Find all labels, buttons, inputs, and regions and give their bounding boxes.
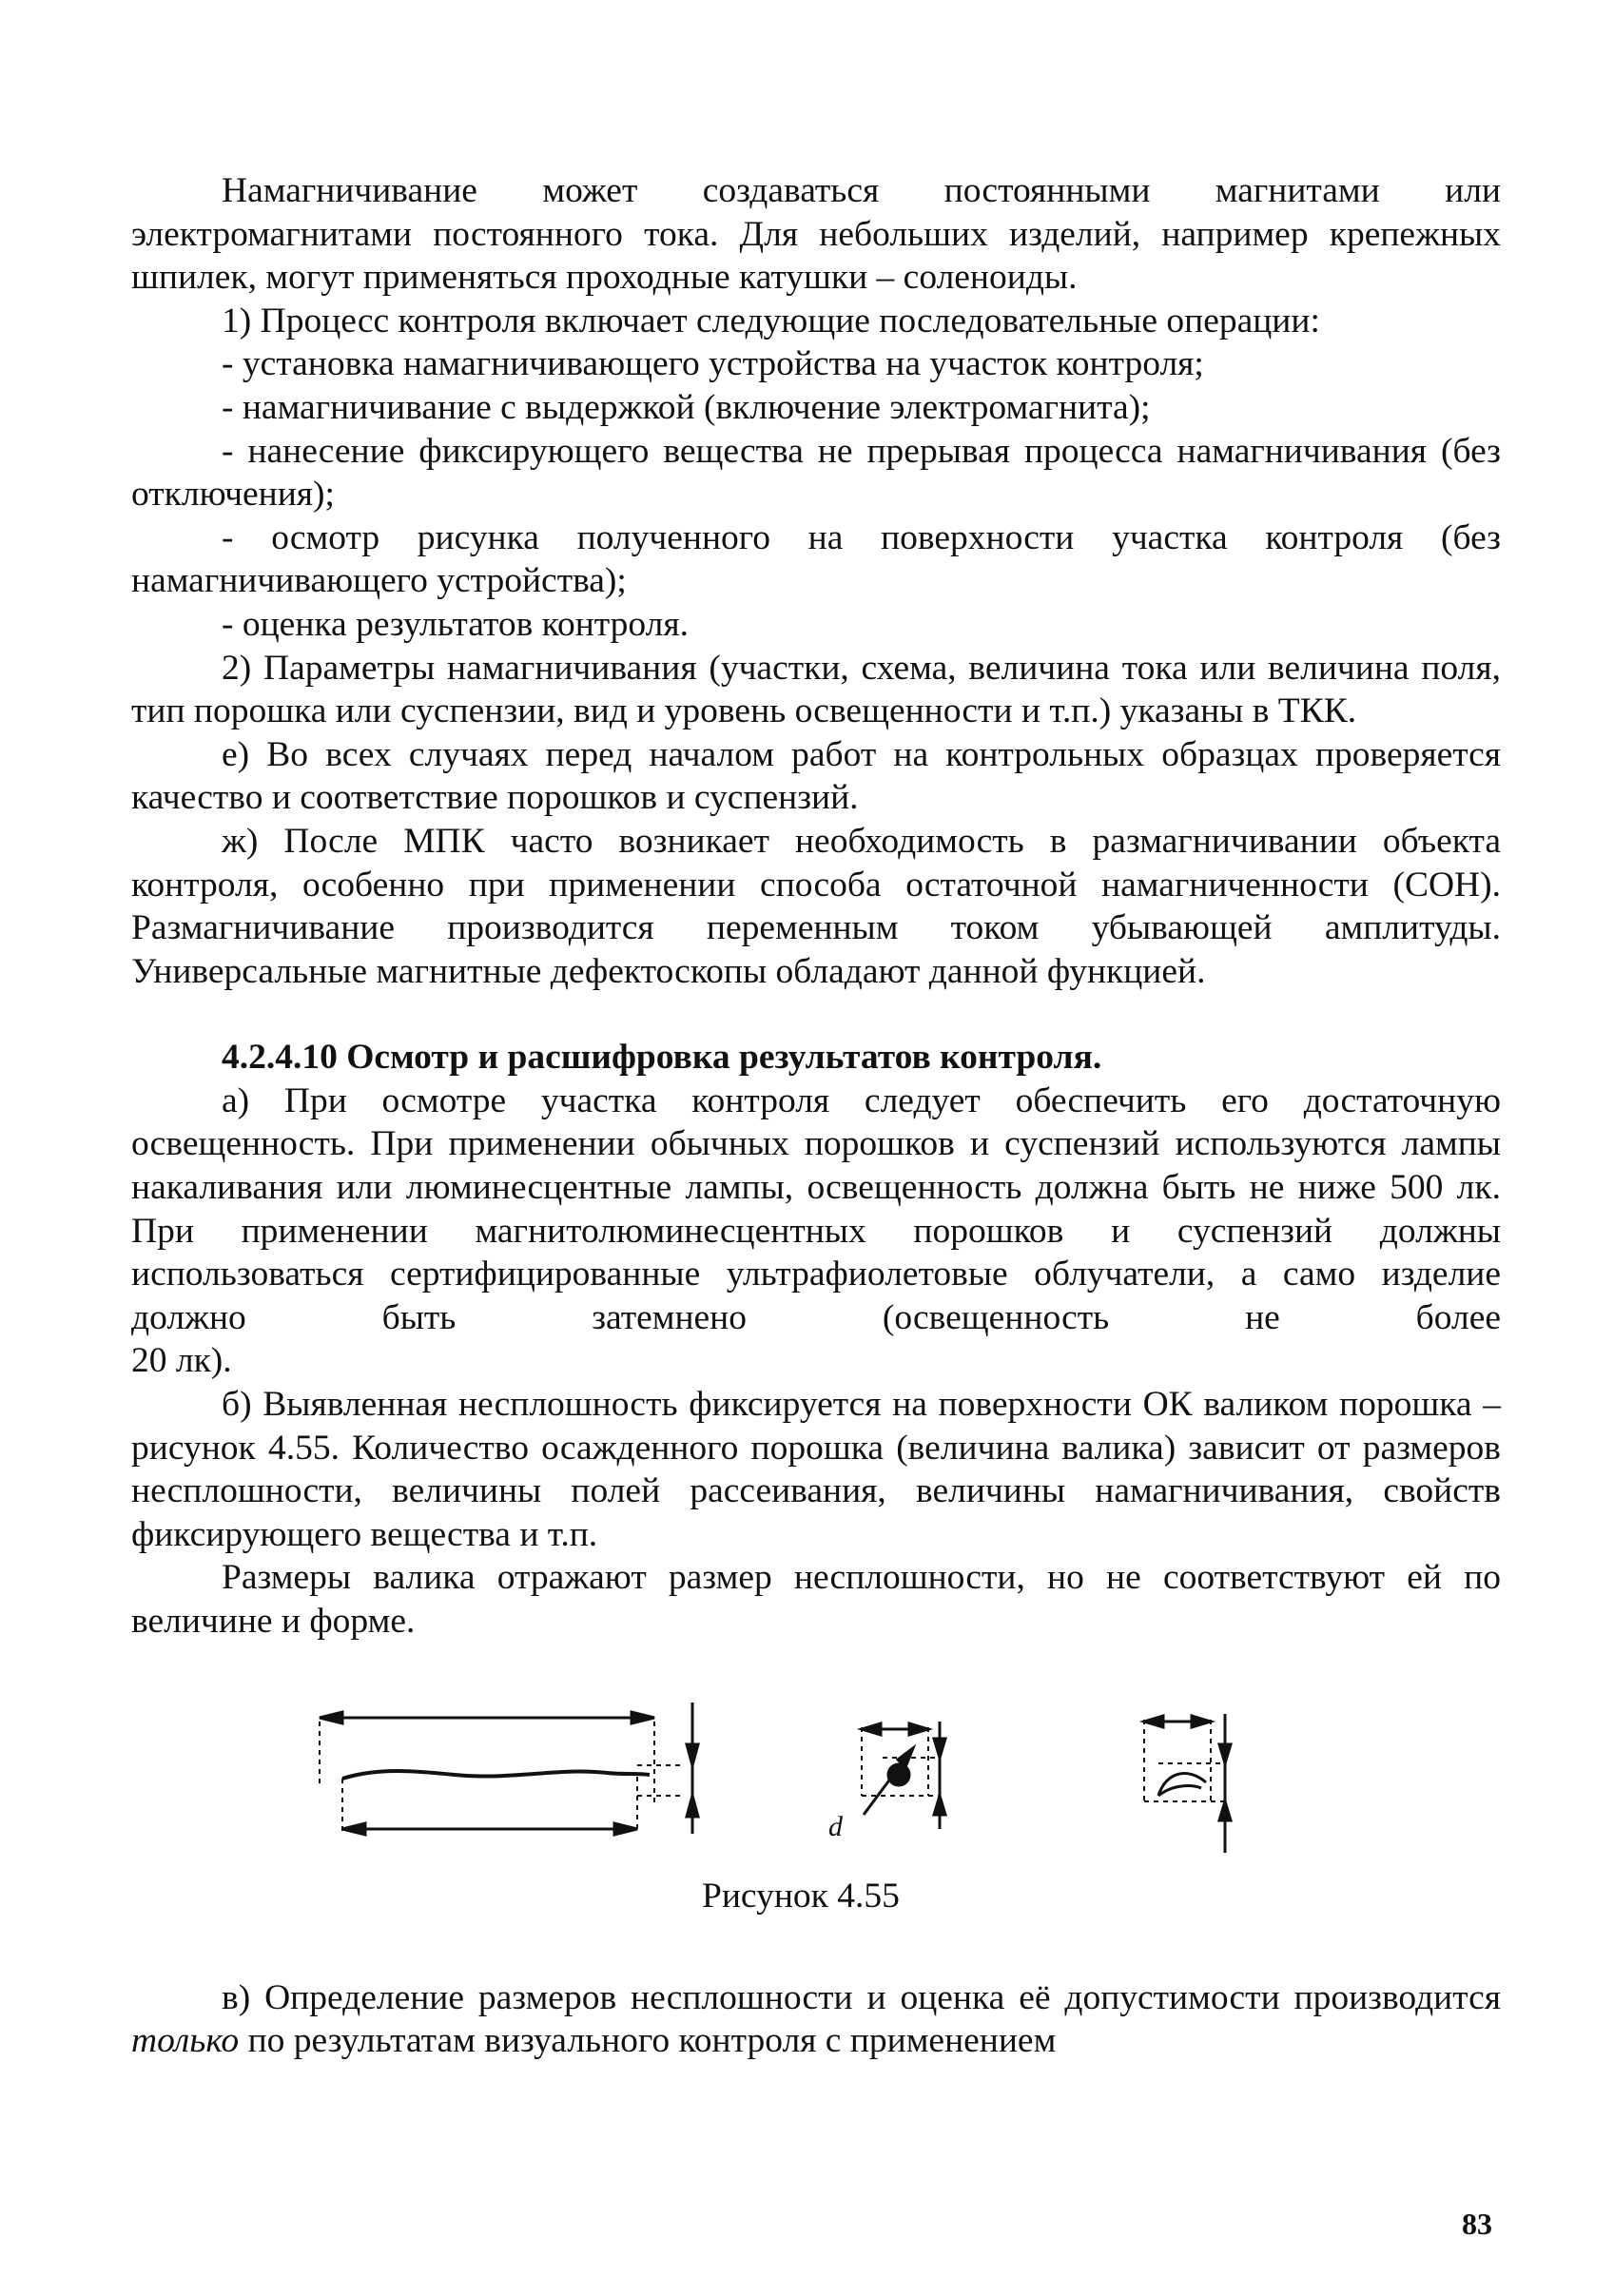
paragraph: 1) Процесс контроля включает следующие последовательные операции: xyxy=(222,301,1320,341)
section-heading: 4.2.4.10 Осмотр и расшифровка результатов контроля. xyxy=(222,1038,1102,1078)
paragraph: 2) Параметры намагничивания (участки, схема, величина тока или величина поля, тип порошка или суспензии, вид и уровень освещенности и т.п.) указаны в ТКК. xyxy=(131,648,1501,731)
paragraph xyxy=(131,1976,1501,2063)
document-page xyxy=(131,169,1501,2063)
figure-label-d: d xyxy=(828,1810,843,1842)
list-item: - нанесение фиксирующего вещества не прерывая процесса намагничивания (без отключения); xyxy=(131,431,1501,515)
arrowhead xyxy=(320,1712,342,1723)
figure-caption: Рисунок 4.55 xyxy=(702,1876,900,1916)
figure-4-55 xyxy=(131,1701,1501,1938)
curved-indication xyxy=(1158,1773,1206,1795)
page-number: 83 xyxy=(1462,2207,1492,2241)
list-item: - намагничивание с выдержкой (включение электромагнита); xyxy=(222,387,1151,427)
list-item: - осмотр рисунка полученного на поверхности участка контроля (без намагничивающего устройства); xyxy=(131,517,1501,601)
paragraph-end: 20 лк). xyxy=(131,1341,232,1381)
paragraph: Размеры валика отражают размер несплошности, но не соответствуют ей по величине и форме. xyxy=(131,1558,1501,1641)
paragraph: Намагничивание может создаваться постоянными магнитами или электромагнитами постоянного тока. Для небольших изделий, например крепежных шпилек, могут применяться проходные катушки – соленоиды. xyxy=(131,171,1501,298)
paragraph-text: по результатам визуального контроля с применением xyxy=(247,2021,1057,2061)
list-item: - оценка результатов контроля. xyxy=(222,604,689,644)
paragraph-text: в) Определение размеров несплошности и оценка её допустимости производится xyxy=(222,1977,1501,2017)
emphasis: только xyxy=(131,2021,240,2061)
list-item: - установка намагничивающего устройства на участок контроля; xyxy=(222,344,1204,384)
powder-ridge xyxy=(342,1771,650,1779)
paragraph: е) Во всех случаях перед началом работ на контрольных образцах проверяется качество и соответствие порошков и суспензий. xyxy=(131,734,1501,818)
paragraph: б) Выявленная несплошность фиксируется на поверхности ОК валиком порошка – рисунок 4.55. Количество осажденного порошка (величина валика) зависит от размеров несплошности, величины полей рассеивания, величины намагничивания, свойств фиксирующего вещества и т.п. xyxy=(131,1385,1501,1554)
paragraph: а) При осмотре участка контроля следует обеспечить его достаточную освещенность. При применении обычных порошков и суспензий используются лампы накаливания или люминесцентные лампы, освещенность должна быть не ниже 500 лк. При применении магнитолюминесцентных порошков и суспензий должны использоваться сертифицированные ультрафиолетовые облучатели, а само изделие должно быть затемнено (освещенность не более xyxy=(131,1080,1501,1337)
arrowhead xyxy=(632,1712,654,1723)
arrowhead xyxy=(614,1823,637,1835)
arrowhead xyxy=(342,1823,365,1835)
paragraph: ж) После МПК часто возникает необходимость в размагничивании объекта контроля, особенно при применении способа остаточной намагниченности (СОН). Размагничивание производится переменным током убывающей амплитуды. Универсальные магнитные дефектоскопы обладают данной функцией. xyxy=(131,821,1501,991)
